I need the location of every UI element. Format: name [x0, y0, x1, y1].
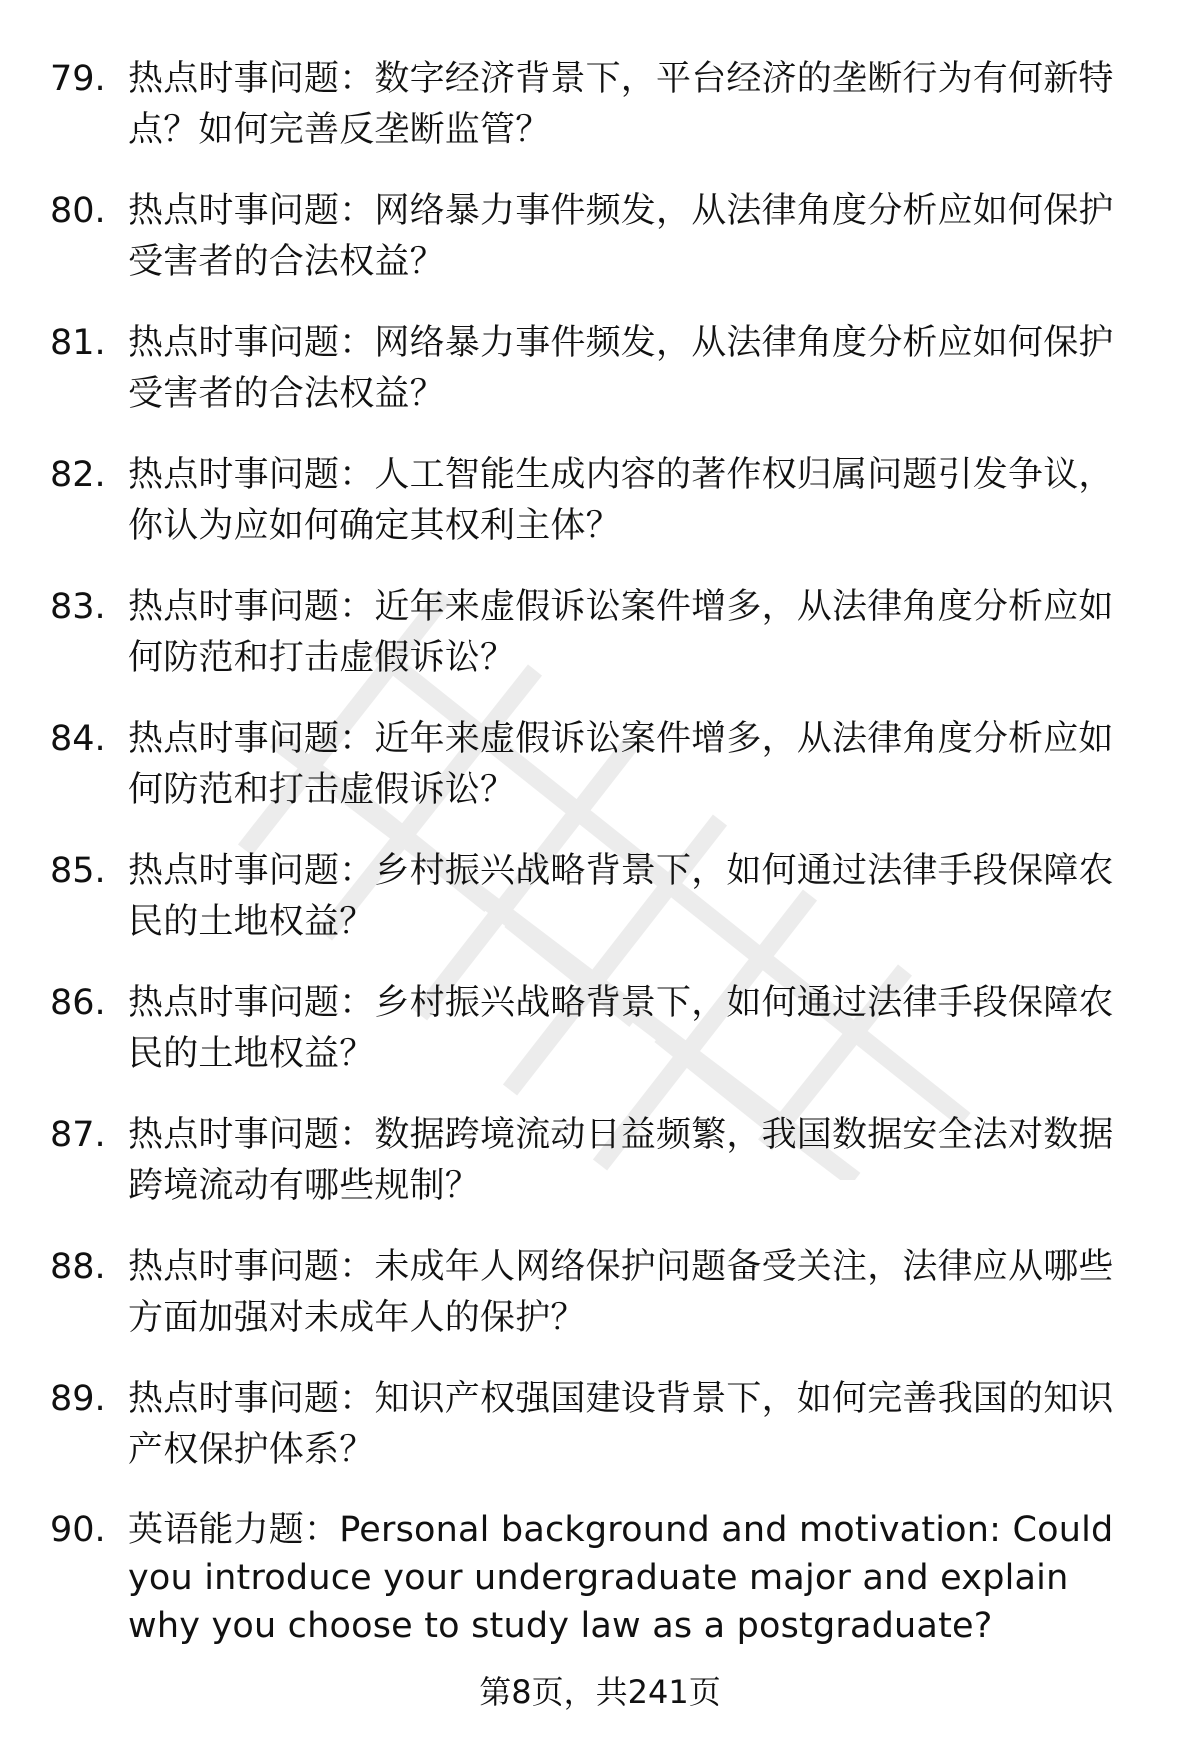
question-text: 热点时事问题：数字经济背景下，平台经济的垄断行为有何新特点？如何完善反垄断监管？: [128, 59, 1114, 150]
question-number: 87.: [50, 1115, 106, 1155]
question-text: 热点时事问题：知识产权强国建设背景下，如何完善我国的知识产权保护体系？: [128, 1379, 1114, 1470]
question-item-84: [50, 714, 1135, 846]
question-text: 热点时事问题：近年来虚假诉讼案件增多，从法律角度分析应如何防范和打击虚假诉讼？: [128, 587, 1114, 678]
question-number: 81.: [50, 323, 106, 363]
question-text: 热点时事问题：乡村振兴战略背景下，如何通过法律手段保障农民的土地权益？: [128, 851, 1114, 942]
question-text: 英语能力题：Personal background and motivation: Could you introduce your undergraduate major and explain why you choose to study law as a postgraduate?: [128, 1510, 1114, 1646]
question-item-81: [50, 318, 1135, 450]
question-item-80: [50, 186, 1135, 318]
question-number: 83.: [50, 587, 106, 627]
question-number: 82.: [50, 455, 106, 495]
question-number: 88.: [50, 1247, 106, 1287]
question-number: 90.: [50, 1510, 106, 1550]
question-item-87: [50, 1110, 1135, 1242]
question-item-90: [50, 1506, 1135, 1666]
question-number: 89.: [50, 1379, 106, 1419]
question-number: 79.: [50, 59, 106, 99]
question-text: 热点时事问题：网络暴力事件频发，从法律角度分析应如何保护受害者的合法权益？: [128, 191, 1114, 282]
question-number: 80.: [50, 191, 106, 231]
question-item-79: [50, 54, 1135, 186]
question-number: 85.: [50, 851, 106, 891]
question-list: [50, 54, 1135, 1666]
question-number: 86.: [50, 983, 106, 1023]
question-item-85: [50, 846, 1135, 978]
question-item-82: [50, 450, 1135, 582]
question-item-83: [50, 582, 1135, 714]
question-text: 热点时事问题：网络暴力事件频发，从法律角度分析应如何保护受害者的合法权益？: [128, 323, 1114, 414]
question-text: 热点时事问题：人工智能生成内容的著作权归属问题引发争议，你认为应如何确定其权利主体？: [128, 455, 1114, 546]
question-item-88: [50, 1242, 1135, 1374]
question-text: 热点时事问题：近年来虚假诉讼案件增多，从法律角度分析应如何防范和打击虚假诉讼？: [128, 719, 1114, 810]
question-item-89: [50, 1374, 1135, 1506]
question-item-86: [50, 978, 1135, 1110]
question-number: 84.: [50, 719, 106, 759]
page-indicator: 第8页，共241页: [479, 1673, 721, 1711]
question-text: 热点时事问题：数据跨境流动日益频繁，我国数据安全法对数据跨境流动有哪些规制？: [128, 1115, 1114, 1206]
question-text: 热点时事问题：未成年人网络保护问题备受关注，法律应从哪些方面加强对未成年人的保护？: [128, 1247, 1114, 1338]
question-text: 热点时事问题：乡村振兴战略背景下，如何通过法律手段保障农民的土地权益？: [128, 983, 1114, 1074]
